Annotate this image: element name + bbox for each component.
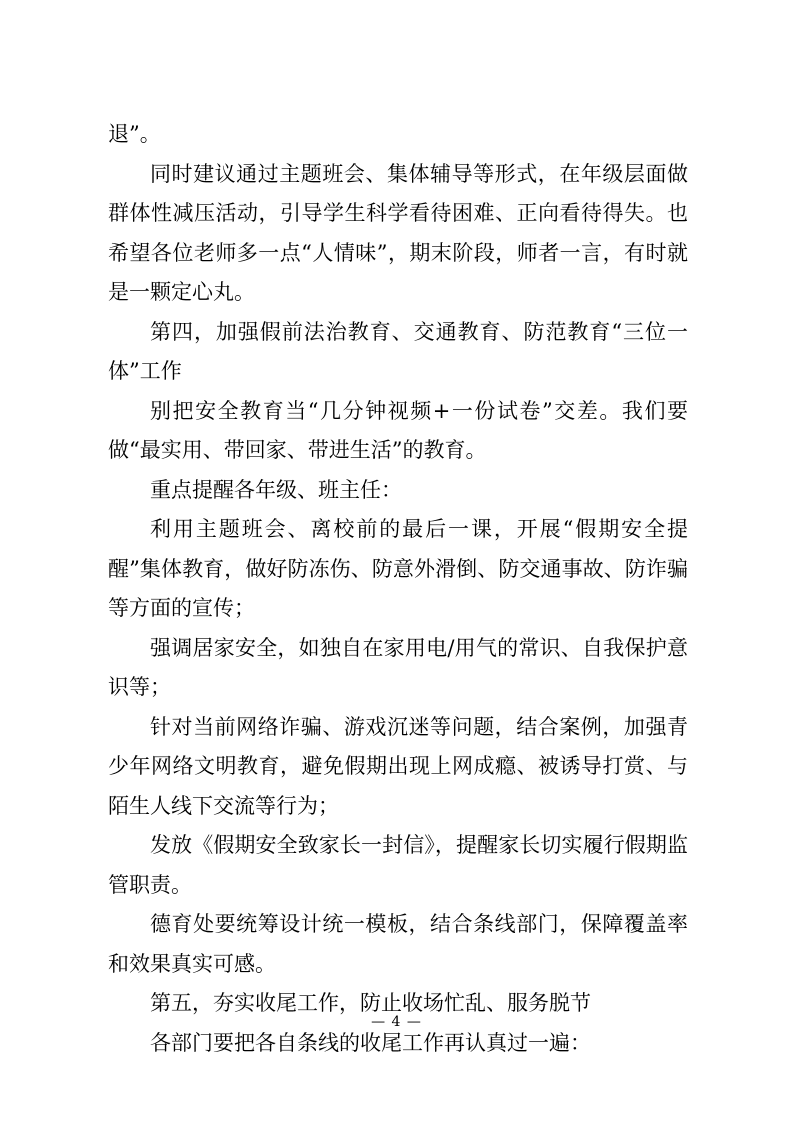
list-item-home-safety: 强调居家安全，如独自在家用电/用气的常识、自我保护意识等； <box>108 635 688 699</box>
section-heading-fifth: 第五，夯实收尾工作，防止收场忙乱、服务脱节 <box>150 991 591 1015</box>
paragraph-closing-work: 各部门要把各自条线的收尾工作再认真过一遍： <box>150 1030 591 1055</box>
paragraph-key-reminder: 重点提醒各年级、班主任： <box>150 477 402 502</box>
document-body <box>108 115 688 1063</box>
list-item-internet-safety: 针对当前网络诈骗、游戏沉迷等问题，结合案例，加强青少年网络文明教育，避免假期出现上网成瘾、被诱导打赏、与陌生人线下交流等行为； <box>108 714 688 818</box>
paragraph-stress-relief: 同时建议通过主题班会、集体辅导等形式，在年级层面做群体性减压活动，引导学生科学看待困难、正向看待得失。也希望各位老师多一点“人情味”，期末阶段，师者一言，有时就是一颗定心丸。 <box>108 161 688 304</box>
paragraph-template-design: 德育处要统筹设计统一模板，结合条线部门，保障覆盖率和效果真实可感。 <box>108 912 688 976</box>
paragraph-safety-education: 别把安全教育当“几分钟视频+一份试卷”交差。我们要做“最实用、带回家、带进生活”的教育。 <box>108 398 688 462</box>
paragraph-continuation: 退”。 <box>108 122 161 146</box>
list-item-class-meeting: 利用主题班会、离校前的最后一课，开展“假期安全提醒”集体教育，做好防冻伤、防意外滑倒、防交通事故、防诈骗等方面的宣传； <box>108 517 688 620</box>
page-number: — 4 — <box>371 1014 422 1030</box>
list-item-parent-letter: 发放《假期安全致家长一封信》，提醒家长切实履行假期监管职责。 <box>108 833 688 897</box>
section-heading-fourth: 第四，加强假前法治教育、交通教育、防范教育“三位一体”工作 <box>108 319 688 383</box>
